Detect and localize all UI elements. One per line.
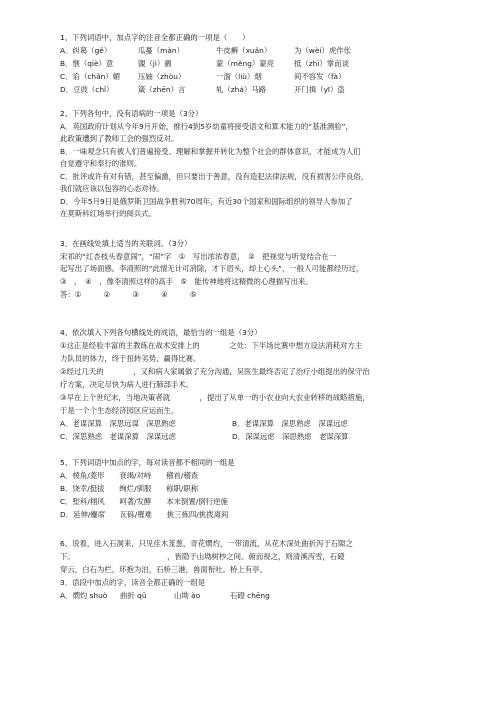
- q4-line: 疗方案，决定尽快为病人进行肺部手术。: [60, 380, 194, 389]
- q3-line: 起写出了场面感。李清照的“此情无计可消除，才下眉头，却上心头”，一般人可能都经历过，: [60, 264, 364, 273]
- q2-line: 在莫斯科红场举行的阅兵式。: [60, 209, 157, 218]
- q1-option-d: D．豆豉（chǐ） 箴（zhēn）言 轧（zhá）马路 开门揖（yī）盗: [60, 85, 345, 94]
- q4-line: ①这正是经验丰富的主教练在战术安排上的 之处：下半场比赛中想方设法消耗对方主: [60, 341, 363, 350]
- q4-line: ②经过几天的 ，又和病人家属做了充分沟通，吴医生最终否定了治疗小组提出的保守治: [60, 367, 370, 376]
- q4-line: 于是一个个生态经济园区应运而生。: [60, 406, 179, 415]
- q5-option: D．延伸/鏖席 瓦砾/罹难 挑三拣四/挑拨离间: [60, 510, 229, 519]
- q3-answer: 答：① ② ③ ④ ⑤: [60, 290, 197, 299]
- q2-line: B．一味观念只有被人们普遍接受、理解和掌握并转化为整个社会的群体意识，才能成为人们: [60, 147, 361, 156]
- q4-options-ab: A．老谋深算 深思远谋 深思熟虑 B．老谋深算 深思熟虑 深谋远虑: [60, 419, 348, 428]
- q2-line: D．今年5月9日是俄罗斯卫国战争胜利70周年，有近30个国家和国际组织的领导人参加了: [60, 197, 353, 206]
- q3-title: 3、在画线处填上适当的关联词。（3分）: [60, 239, 192, 248]
- q2-line: A．英国政府计划从今年9月开始，推行4到5岁幼童将接受语文和算术能力的“基准测验”，: [60, 122, 353, 131]
- q4-options-cd: C．深思熟虑 老谋深算 深谋远虑 D．深谋远虑 深思熟虑 老谋深算: [60, 432, 349, 441]
- q6-line: 穿云，白石为栏，环抱为泊，石桥三港，兽面衔吐。桥上有亭。: [60, 565, 267, 574]
- q4-line: 力队员的体力，终于扭转劣势，赢得比赛。: [60, 354, 201, 363]
- q6-line: 6、说着，进入石洞来，只见佳木茏葱，奇花熌灼，一带清流，从花木深处曲折泻于石隙之: [60, 539, 353, 548]
- q2-line: 此政策遭到了教师工会的强烈反对。: [60, 134, 179, 143]
- q2-line: 我们就应该以包容的心态对待。: [60, 184, 164, 193]
- q6-subquestion: 3．语段中加点的字，读音全都正确的一组是: [60, 578, 206, 587]
- q1-option-b: B．惬（qiè）意 覬（jì）觎 蒙（měng）蒙亮 抵（zhì）掌而谈: [60, 59, 349, 68]
- q2-line: 自觉遵守和奉行的准则。: [60, 159, 142, 168]
- q2-line: C．批评或许有对有错，甚至偏激，但只要出于善意，没有造犯法律法规，没有损害公序良俗，: [60, 172, 369, 181]
- q6-option-a: A．熌灼 shuò 曲折 qǔ 山坳 ào 石磴 chēng: [60, 591, 270, 600]
- q3-line: ③ ， ④ ，像李清照这样的高手 ⑤ 能传神地将这精微的心理描写出来。: [60, 277, 313, 286]
- q2-title: 2、下列各句中，没有语病的一项是（3分）: [60, 109, 203, 118]
- q1-option-a: A．纠葛（gě） 瓜蔓（màn） 牛皮癣（xuǎn） 为（wèi）虎作伥: [60, 46, 351, 55]
- q5-option: A．棱角/菱形 衰竭/对峙 稽首/稽查: [60, 471, 199, 480]
- q1-option-c: C．谄（chǎn）媚 压轴（zhòu） 一溜（liù）烟 间不容发（fà）: [60, 72, 346, 81]
- q3-line: 宋祁的“红杏枝头春意闹”，“闹”字 ① 写出浓浓春意， ② 把视觉与听觉结合在一: [60, 252, 337, 261]
- q6-line: 下。 ，皆隐于山坳树杪之间。俯而视之，则清溪泻雪，石磴: [60, 552, 345, 561]
- q5-title: 5、下列词语中加点的字，每对读音都不相同的一组是: [60, 458, 235, 467]
- q5-option: B．饶幸/挺拔 绚烂/驯服 称职/职称: [60, 484, 199, 493]
- q4-title: 4、依次填入下列各句横线处的成语，最恰当的一组是（3分）: [60, 328, 262, 337]
- q4-line: ③早在上个世纪末，当地决策者就 ，提出了从单一的小农业向大农业转移的战略措施，: [60, 393, 370, 402]
- q1-title: 1、下列词语中，加点字的注音全都正确的一项是（ ）: [60, 33, 250, 42]
- q5-option: C．堑科/栩风 呵著/发酵 本末倒置/倒行逆施: [60, 497, 228, 506]
